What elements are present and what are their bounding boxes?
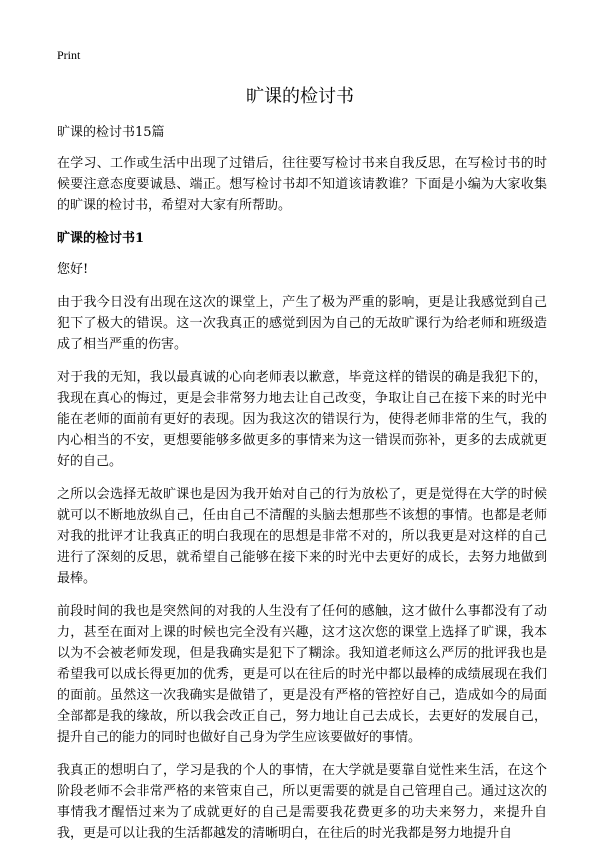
document-subtitle: 旷课的检讨书15篇 <box>57 125 165 140</box>
print-link[interactable]: Print <box>57 48 81 62</box>
document-content <box>57 122 547 856</box>
section-heading: 旷课的检讨书1 <box>57 231 145 246</box>
body-paragraph: 我真正的想明白了，学习是我的个人的事情，在大学就是要靠自觉性来生活，在这个阶段老师不会非常严格的来管束自己，所以更需要的就是自己管理自己。通过这次的事情我才醒悟过来为了成就更好的自己是需要我花费更多的功夫来努力，来提升自我，更是可以让我的生活都越发的清晰明白，在往后的时光我都是努力地提升自 <box>57 763 547 841</box>
body-paragraph: 前段时间的我也是突然间的对我的人生没有了任何的感触，这才做什么事都没有了动力，甚至在面对上课的时候也完全没有兴趣，这才这次您的课堂上选择了旷课，我本以为不会被老师发现，但是我确实是犯下了糊涂。我知道老师这么严厉的批评我也是希望我可以成长得更加的优秀，更是可以在往后的时光中都以最棒的成绩展现在我们的面前。虽然这一次我确实是做错了，更是没有严格的管控好自己，造成如今的局面全部都是我的缘故，所以我会改正自己，努力地让自己去成长，去更好的发展自己，提升自己的能力的同时也做好自己身为学生应该要做好的事情。 <box>57 604 547 745</box>
document-title: 旷课的检讨书 <box>246 86 354 107</box>
greeting: 您好! <box>57 262 89 277</box>
body-paragraph: 对于我的无知，我以最真诚的心向老师表以歉意，毕竟这样的错误的确是我犯下的，我现在真心的悔过，更是会非常努力地去让自己改变，争取让自己在接下来的时光中能在老师的面前有更好的表现。因为我这次的错误行为，使得老师非常的生气，我的内心相当的不安，更想要能够多做更多的事情来为这一错误而弥补，更多的去成就更好的自己。 <box>57 370 547 469</box>
intro-paragraph: 在学习、工作或生活中出现了过错后，往往要写检讨书来自我反思，在写检讨书的时候要注意态度要诚恳、端正。想写检讨书却不知道该请教谁？下面是小编为大家收集的旷课的检讨书，希望对大家有所帮助。 <box>57 156 547 213</box>
body-paragraph: 之所以会选择无故旷课也是因为我开始对自己的行为放松了，更是觉得在大学的时候就可以不断地放纵自己，任由自己不清醒的头脑去想那些不该想的事情。也都是老师对我的批评才让我真正的明白我现在的思想是非常不对的，所以我更是对这样的自己进行了深刻的反思，就希望自己能够在接下来的时光中去更好的成长，去努力地做到最棒。 <box>57 487 547 586</box>
body-paragraph: 由于我今日没有出现在这次的课堂上，产生了极为严重的影响，更是让我感觉到自己犯下了极大的错误。这一次我真正的感觉到因为自己的无故旷课行为给老师和班级造成了相当严重的伤害。 <box>57 295 547 352</box>
